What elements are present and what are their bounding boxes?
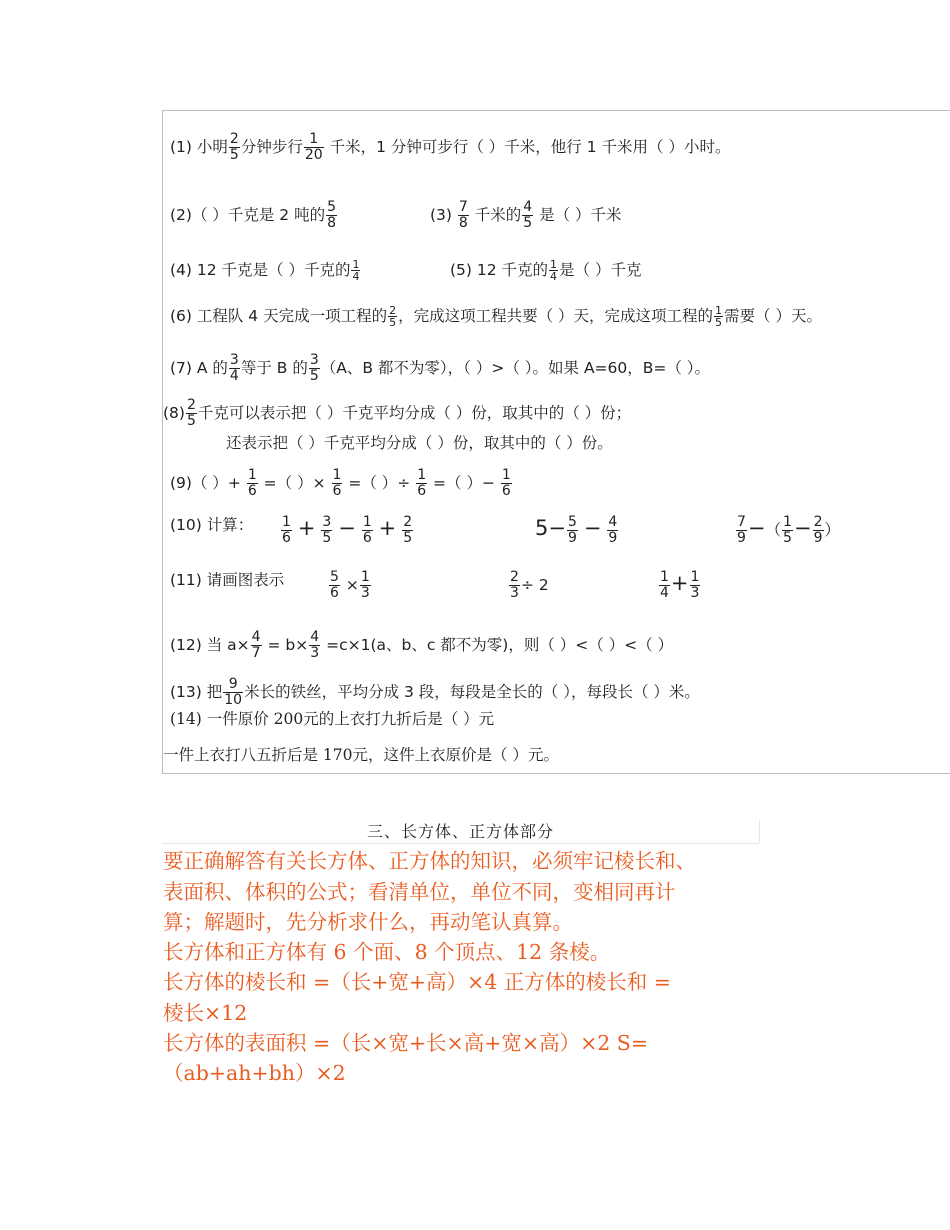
problem-13 — [170, 677, 700, 708]
problem-10-expr-1 — [280, 515, 414, 546]
fraction — [326, 200, 337, 231]
denominator: 5 — [186, 413, 196, 429]
fraction — [402, 515, 413, 546]
problem-text: 是（ ）千米 — [534, 206, 622, 224]
problem-text: =（ ）÷ — [343, 474, 416, 492]
denominator: 9 — [608, 530, 618, 546]
problem-10-expr-2 — [535, 515, 619, 546]
fraction — [351, 259, 360, 282]
numerator: 1 — [360, 569, 370, 585]
problem-text: 等于 B 的 — [240, 359, 308, 377]
denominator: 20 — [304, 147, 323, 163]
denominator: 5 — [309, 368, 319, 384]
numerator: 1 — [282, 514, 291, 530]
fraction — [458, 200, 469, 231]
fraction — [304, 132, 324, 163]
numerator: 4 — [251, 629, 261, 645]
denominator: 4 — [550, 270, 558, 283]
denominator: 6 — [282, 530, 291, 546]
problem-7 — [170, 353, 710, 384]
fraction — [329, 570, 340, 601]
denominator: 3 — [360, 585, 370, 601]
problem-5 — [450, 259, 641, 282]
operator: + — [378, 516, 397, 540]
denominator: 6 — [417, 483, 427, 499]
fraction — [607, 515, 618, 546]
problem-text: (6) 工程队 4 天完成一项工程的 — [170, 307, 388, 325]
denominator: 5 — [715, 316, 723, 329]
denominator: 9 — [813, 530, 823, 546]
numerator: 1 — [247, 467, 257, 483]
fraction — [690, 570, 701, 601]
paren: ） — [824, 521, 841, 539]
numerator: 1 — [501, 467, 511, 483]
denominator: 3 — [690, 585, 700, 601]
fraction — [229, 132, 240, 163]
problem-3 — [430, 200, 622, 231]
fraction — [281, 515, 292, 546]
denominator: 5 — [322, 530, 332, 546]
denominator: 9 — [567, 530, 577, 546]
numerator: 1 — [660, 569, 669, 585]
section-divider-edge — [759, 820, 760, 843]
numerator: 2 — [813, 514, 823, 530]
section-line-1: 要正确解答有关长方体、正方体的知识，必须牢记棱长和、 — [163, 849, 696, 873]
fraction — [782, 515, 793, 546]
fraction — [186, 398, 197, 429]
problem-text: (12) 当 a× — [170, 636, 250, 654]
problem-10-label: (10) 计算： — [170, 516, 254, 534]
fraction — [360, 570, 371, 601]
fraction — [522, 200, 533, 231]
problem-11-expr-3 — [658, 570, 701, 601]
numerator: 2 — [510, 569, 519, 585]
problem-text: (5) 12 千克的 — [450, 261, 549, 279]
numerator: 1 — [362, 514, 372, 530]
fraction — [229, 353, 240, 384]
denominator: 4 — [660, 585, 669, 601]
problem-text: (9)（ ）+ — [170, 474, 246, 492]
numerator: 2 — [229, 131, 239, 147]
problem-text: (4) 12 千克是（ ）千克的 — [170, 261, 351, 279]
numerator: 1 — [352, 258, 360, 271]
numerator: 1 — [690, 569, 700, 585]
denominator: 3 — [310, 645, 320, 661]
numerator: 2 — [403, 514, 413, 530]
problem-text: 分钟步行 — [240, 138, 303, 156]
problem-text: = b× — [262, 636, 309, 654]
numerator: 5 — [330, 569, 339, 585]
problem-text: 是（ ）千克 — [559, 261, 642, 279]
problem-text: 需要（ ）天。 — [724, 307, 822, 325]
section-line-4: 长方体和正方体有 6 个面、8 个顶点、12 条棱。 — [163, 940, 611, 964]
problem-text: (13) 把 — [170, 683, 223, 701]
problem-1 — [170, 132, 730, 163]
problem-10-expr-3 — [735, 515, 840, 546]
fraction — [813, 515, 824, 546]
numerator: 4 — [523, 199, 533, 215]
numerator: 1 — [332, 467, 342, 483]
section-line-2: 表面积、体积的公式；看清单位，单位不同，变相同再计 — [163, 880, 676, 904]
section-line-3: 算；解题时，先分析求什么，再动笔认真算。 — [163, 910, 573, 934]
problem-11-expr-1 — [328, 570, 372, 601]
fraction — [332, 468, 343, 499]
denominator: 6 — [247, 483, 257, 499]
problem-text: =（ ）− — [428, 474, 500, 492]
numerator: 4 — [310, 629, 320, 645]
section-line-7: 长方体的表面积 =（长×宽+长×高+宽×高）×2 S= — [163, 1031, 649, 1055]
problem-text: =（ ）× — [258, 474, 331, 492]
numerator: 2 — [389, 304, 397, 317]
denominator: 8 — [327, 215, 337, 231]
problem-text: ，完成这项工程共要（ ）天，完成这项工程的 — [398, 307, 714, 325]
problem-text: (7) A 的 — [170, 359, 228, 377]
fraction — [321, 515, 332, 546]
operator: − — [583, 516, 602, 540]
fraction — [309, 353, 320, 384]
section-line-5: 长方体的棱长和 =（长+宽+高）×4 正方体的棱长和 = — [163, 970, 671, 994]
numerator: 2 — [186, 397, 196, 413]
problem-text: (3) — [430, 206, 457, 224]
section-divider — [162, 843, 759, 844]
problem-2 — [170, 200, 338, 231]
problem-11-expr-2 — [508, 570, 549, 601]
denominator: 10 — [224, 692, 243, 708]
problem-text: （A、B 都不为零），（ ）>（ ）。如果 A=60，B=（ ）。 — [320, 359, 711, 377]
numerator: 1 — [304, 132, 324, 148]
denominator: 3 — [510, 585, 519, 601]
fraction — [509, 570, 520, 601]
problem-14-line1: (14) 一件原价 200元的上衣打九折后是（ ）元 — [170, 710, 495, 728]
denominator: 6 — [362, 530, 372, 546]
numerator: 3 — [229, 352, 239, 368]
problem-text: =c×1(a、b、c 都不为零)，则（ ）<（ ）<（ ） — [321, 636, 674, 654]
denominator: 5 — [403, 530, 413, 546]
problem-text: (2)（ ）千克是 2 吨的 — [170, 206, 326, 224]
numerator: 1 — [783, 514, 792, 530]
denominator: 6 — [330, 585, 339, 601]
denominator: 6 — [501, 483, 511, 499]
operator: − — [548, 516, 566, 540]
problem-14-line2: 一件上衣打八五折后是 170元，这件上衣原价是（ ）元。 — [163, 746, 559, 764]
numerator: 7 — [737, 514, 746, 530]
fraction — [247, 468, 258, 499]
fraction — [251, 630, 262, 661]
fraction — [501, 468, 512, 499]
operator: − — [338, 516, 356, 540]
fraction — [659, 570, 670, 601]
denominator: 5 — [523, 215, 533, 231]
fraction — [549, 259, 558, 282]
numerator: 7 — [458, 199, 468, 215]
fraction — [567, 515, 578, 546]
paren: （ — [765, 521, 782, 539]
fraction — [736, 515, 747, 546]
section-line-8: （ab+ah+bh）×2 — [163, 1061, 346, 1085]
numerator: 1 — [417, 467, 427, 483]
numerator: 5 — [327, 199, 337, 215]
numerator: 3 — [322, 514, 332, 530]
operator: × — [345, 576, 359, 594]
section-title: 三、长方体、正方体部分 — [366, 822, 554, 841]
problem-8-line2: 还表示把（ ）千克平均分成（ ）份，取其中的（ ）份。 — [226, 434, 613, 452]
problem-text: 千米的 — [469, 206, 522, 224]
section-line-6: 棱长×12 — [163, 1001, 248, 1025]
problem-text: (8) — [163, 404, 185, 422]
denominator: 5 — [783, 530, 792, 546]
operator: − — [747, 516, 766, 540]
problem-8 — [163, 398, 631, 429]
denominator: 5 — [229, 147, 239, 163]
fraction — [362, 515, 373, 546]
problem-text: (1) 小明 — [170, 138, 228, 156]
numerator: 3 — [309, 352, 319, 368]
numerator: 1 — [550, 258, 558, 271]
problem-4 — [170, 259, 361, 282]
denominator: 8 — [458, 215, 468, 231]
denominator: 7 — [251, 645, 261, 661]
problem-text: 千克可以表示把（ ）千克平均分成（ ）份，取其中的（ ）份； — [197, 404, 632, 422]
fraction — [388, 305, 397, 328]
numerator: 1 — [715, 304, 723, 317]
denominator: 4 — [229, 368, 239, 384]
denominator: 6 — [332, 483, 342, 499]
denominator: 5 — [389, 316, 397, 329]
numerator: 9 — [223, 677, 243, 693]
denominator: 4 — [352, 270, 360, 283]
problem-9 — [170, 468, 513, 499]
fraction — [223, 677, 243, 708]
problem-text: 米长的铁丝，平均分成 3 段，每段是全长的（ ），每段长（ ）米。 — [244, 683, 700, 701]
operator: + — [297, 516, 316, 540]
problem-11-label: (11) 请画图表示 — [170, 571, 285, 589]
problem-text: 千米，1 分钟可步行（ ）千米，他行 1 千米用（ ）小时。 — [324, 138, 731, 156]
operator: + — [670, 571, 689, 595]
whole-number: 5 — [535, 516, 549, 540]
numerator: 4 — [608, 514, 618, 530]
fraction — [416, 468, 427, 499]
numerator: 5 — [567, 514, 577, 530]
problem-12 — [170, 630, 673, 661]
fraction — [309, 630, 320, 661]
operator: ÷ 2 — [520, 576, 549, 594]
problem-6 — [170, 305, 822, 328]
denominator: 9 — [737, 530, 746, 546]
operator: − — [793, 516, 812, 540]
fraction — [714, 305, 723, 328]
